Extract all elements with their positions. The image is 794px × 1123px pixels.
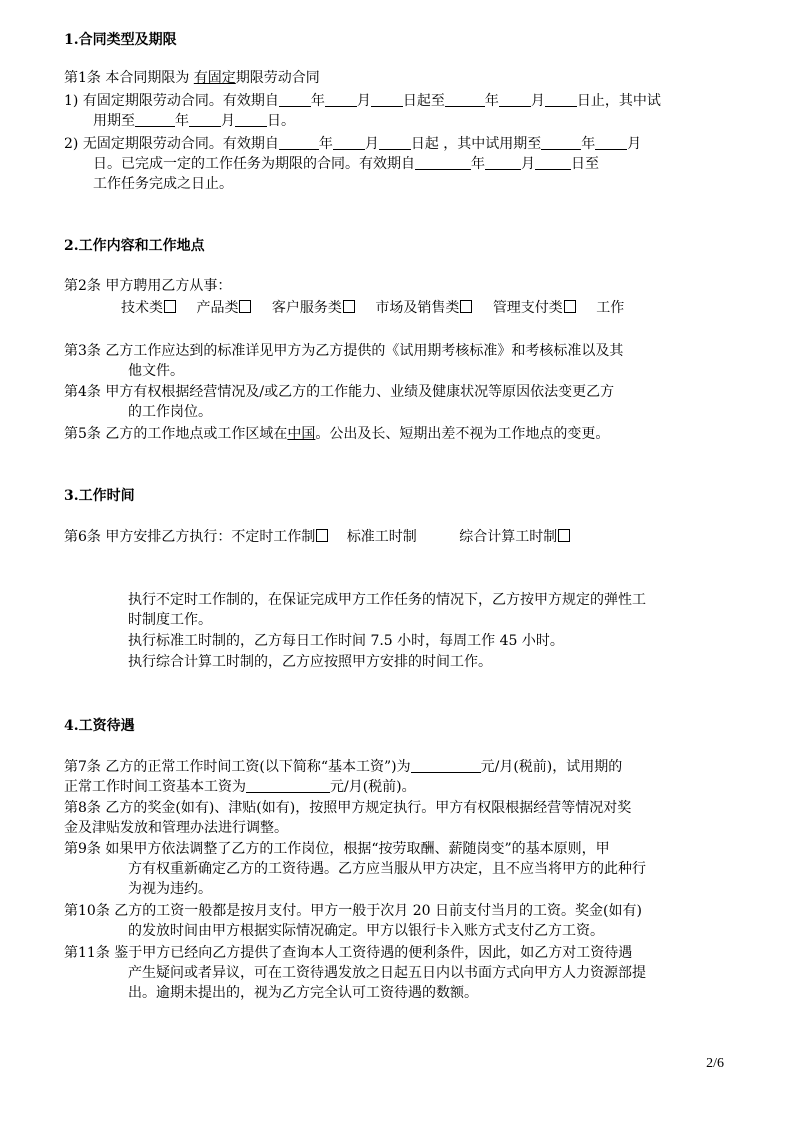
clause-4-line-2: 的工作岗位。 — [128, 404, 212, 420]
label-day-to: 日至 — [571, 156, 599, 172]
label-year: 年 — [310, 93, 325, 109]
blank — [541, 135, 581, 150]
salary-blank — [411, 758, 481, 773]
note-1-line-1: 执行不定时工作制的，在保证完成甲方工作任务的情况下，乙方按甲方规定的弹性工 — [128, 592, 646, 608]
clause-3-line-1: 第3条 乙方工作应达到的标准详见甲方为乙方提供的《试用期考核标准》和考核标准以及其 — [64, 343, 624, 359]
blank — [279, 92, 311, 107]
blank — [535, 155, 571, 170]
clause-2: 第2条 甲方聘用乙方从事： — [64, 278, 232, 294]
checkbox-marketing-sales[interactable] — [460, 300, 472, 313]
checkbox-management[interactable] — [564, 300, 576, 313]
clause-1-suffix: 期限劳动合同 — [235, 70, 320, 86]
work-location-value: 中国 — [287, 426, 316, 442]
label-month: 月 — [364, 136, 379, 152]
label-month: 月 — [530, 93, 545, 109]
clause-3-line-2: 他文件。 — [128, 363, 184, 379]
item-2-line-1 — [64, 134, 641, 154]
blank — [485, 155, 521, 170]
clause-5-suffix: 。公出及长、短期出差不视为工作地点的变更。 — [315, 426, 610, 442]
label-year: 年 — [471, 156, 485, 172]
label-month: 月 — [521, 156, 535, 172]
page-number: 2/6 — [706, 1056, 724, 1071]
clause-10-line-2: 的发放时间由甲方根据实际情况确定。甲方以银行卡入账方式支付乙方工资。 — [128, 923, 604, 939]
clause-5-prefix: 第5条 乙方的工作地点或工作区域在 — [64, 426, 288, 442]
label-month: 月 — [356, 93, 371, 109]
label-start-to: 日起至 — [402, 93, 445, 109]
label-start-trial: 日起 ，其中试用期至 — [410, 136, 542, 152]
clause-5 — [64, 424, 609, 444]
category-product-label: 产品类 — [196, 300, 239, 316]
label-month: 月 — [221, 113, 235, 129]
clause-1 — [64, 68, 320, 88]
checkbox-product[interactable] — [239, 300, 251, 313]
checkbox-combined-hours[interactable] — [558, 529, 570, 542]
item-1-text: 1) 有固定期限劳动合同。有效期自 — [64, 93, 279, 109]
label-year: 年 — [581, 136, 596, 152]
blank — [545, 92, 577, 107]
blank — [445, 92, 485, 107]
label-year: 年 — [484, 93, 499, 109]
clause-11-line-2: 产生疑问或者异议，可在工资待遇发放之日起五日内以书面方式向甲方人力资源部提 — [128, 965, 646, 981]
clause-1-prefix: 第1条 本合同期限为 — [64, 70, 190, 86]
item-2-line-3: 工作任务完成之日止。 — [93, 176, 233, 192]
blank — [135, 112, 175, 127]
clause-6 — [64, 527, 572, 547]
clause-11-line-3: 出。逾期未提出的，视为乙方完全认可工资待遇的数额。 — [128, 985, 478, 1001]
clause-9-line-2: 方有权重新确定乙方的工资待遇。乙方应当服从甲方决定，且不应当将甲方的此种行 — [128, 861, 646, 877]
section-4-heading: 4.工资待遇 — [64, 718, 135, 734]
checkbox-flexible-hours[interactable] — [316, 529, 328, 542]
category-tech-label: 技术类 — [121, 300, 163, 316]
blank — [415, 155, 471, 170]
section-1-heading: 1.合同类型及期限 — [64, 32, 177, 48]
blank — [379, 135, 411, 150]
item-2-text: 2) 无固定期限劳动合同。有效期自 — [64, 136, 279, 152]
clause-7-line-1 — [64, 757, 622, 777]
clause-8-line-2: 金及津贴发放和管理办法进行调整。 — [64, 820, 288, 836]
blank — [595, 135, 627, 150]
blank — [189, 112, 221, 127]
option-standard-hours: 标准工时制 — [346, 529, 417, 545]
clause-9-line-1: 第9条 如果甲方依法调整了乙方的工作岗位，根据“按劳取酬、薪随岗变”的基本原则，甲 — [64, 841, 610, 857]
blank — [235, 112, 267, 127]
checkbox-customer-service[interactable] — [343, 300, 355, 313]
blank — [279, 135, 319, 150]
note-3: 执行综合计算工时制的，乙方应按照甲方安排的时间工作。 — [128, 654, 492, 670]
item-1-line-1 — [64, 91, 661, 111]
item-1-line-2 — [93, 111, 295, 131]
clause-4-line-1: 第4条 甲方有权根据经营情况及/或乙方的工作能力、业绩及健康状况等原因依法变更乙方 — [64, 384, 615, 400]
clause-8-line-1: 第8条 乙方的奖金(如有)、津贴(如有)，按照甲方规定执行。甲方有权限根据经营等情况对奖 — [64, 800, 632, 816]
clause-6-prefix: 第6条 甲方安排乙方执行：不定时工作制 — [64, 529, 316, 545]
clause-7-text: 第7条 乙方的正常工作时间工资(以下简称“基本工资”)为 — [64, 759, 411, 775]
note-1-line-2: 时制度工作。 — [128, 612, 212, 628]
clause-7-text: 元/月(税前)，试用期的 — [480, 759, 623, 775]
label-day-end: 日。 — [267, 113, 295, 129]
categories-tail: 工作 — [596, 300, 625, 316]
item-1-text: 用期至 — [93, 113, 135, 129]
item-2-text: 日。已完成一定的工作任务为期限的合同。有效期自 — [93, 156, 415, 172]
clause-9-line-3: 为视为违约。 — [128, 881, 212, 897]
clause-7-text: 元/月(税前)。 — [330, 779, 416, 795]
label-year: 年 — [318, 136, 333, 152]
section-3-heading: 3.工作时间 — [64, 488, 135, 504]
category-management-label: 管理支付类 — [492, 300, 563, 316]
blank — [499, 92, 531, 107]
category-checkboxes — [121, 298, 624, 318]
clause-7-text: 正常工作时间工资基本工资为 — [64, 779, 246, 795]
label-year: 年 — [175, 113, 189, 129]
section-2-heading: 2.工作内容和工作地点 — [64, 238, 205, 254]
option-combined-hours: 综合计算工时制 — [459, 529, 558, 545]
label-end-trial: 日止，其中试 — [576, 93, 661, 109]
clause-10-line-1: 第10条 乙方的工资一般都是按月支付。甲方一般于次月 20 日前支付当月的工资。奖金(如有) — [64, 903, 642, 919]
clause-7-line-2 — [64, 777, 416, 797]
contract-type-value: 有固定 — [193, 70, 236, 86]
blank — [325, 92, 357, 107]
label-month: 月 — [627, 136, 642, 152]
blank — [333, 135, 365, 150]
clause-11-line-1: 第11条 鉴于甲方已经向乙方提供了查询本人工资待遇的便利条件，因此，如乙方对工资待遇 — [64, 945, 633, 961]
item-2-line-2 — [93, 154, 599, 174]
checkbox-tech[interactable] — [164, 300, 176, 313]
category-customer-service-label: 客户服务类 — [271, 300, 342, 316]
blank — [371, 92, 403, 107]
trial-salary-blank — [246, 778, 330, 793]
category-marketing-sales-label: 市场及销售类 — [375, 300, 460, 316]
note-2: 执行标准工时制的，乙方每日工作时间 7.5 小时，每周工作 45 小时。 — [128, 633, 564, 649]
